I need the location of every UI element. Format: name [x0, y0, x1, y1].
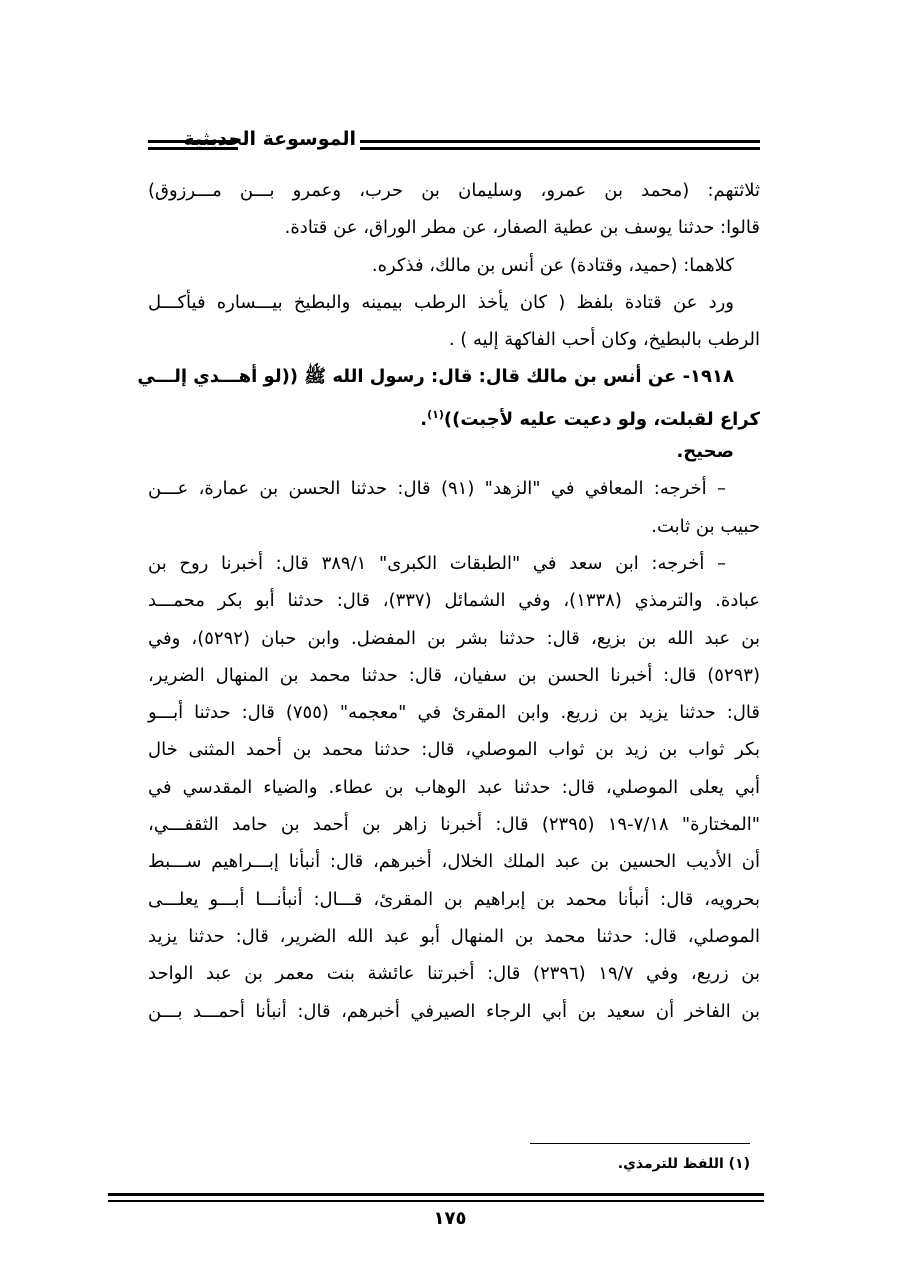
text-line: بحرويه، قال: أنبأنا محمد بن إبراهيم بن المقرئ، قـــال: أنبأنـــا أبـــو يعلـــى	[148, 888, 760, 910]
text-line: عبادة. والترمذي (١٣٣٨)، وفي الشمائل (٣٣٧)، قال: حدثنا أبو بكر محمـــد	[148, 590, 760, 612]
main-text	[137, 172, 761, 1030]
text-line: ورد عن قتادة بلفظ ( كان يأخذ الرطب بيمينه والبطيخ بيـــساره فيأكـــل	[148, 291, 734, 313]
text-line: أن الأديب الحسين بن عبد الملك الخلال، أخبرهم، قال: أنبأنا إبـــراهيم ســـبط	[148, 851, 760, 873]
text-line: أبي يعلى الموصلي، قال: حدثنا عبد الوهاب بن عطاء. والضياء المقدسي في	[148, 776, 760, 798]
text-line: قال: حدثنا يزيد بن زريع. وابن المقرئ في "معجمه" (٧٥٥) قال: حدثنا أبـــو	[148, 702, 760, 724]
footer-rule	[108, 1193, 764, 1202]
text-line: حبيب بن ثابت.	[651, 515, 760, 537]
header-title: الموسوعة الحديثية	[183, 128, 356, 150]
text-line: – أخرجه: ابن سعد في "الطبقات الكبرى" ٣٨٩/١ قال: أخبرنا روح بن	[148, 552, 726, 574]
running-header	[148, 128, 760, 158]
hadith-line: ١٩١٨- عن أنس بن مالك قال: قال: رسول الله ﷺ ((لو أهـــدي إلـــي	[137, 366, 734, 388]
text-line: بكر ثواب بن زيد بن ثواب الموصلي، قال: حدثنا محمد بن أحمد المثنى خال	[148, 739, 760, 761]
text-line: – أخرجه: المعافي في "الزهد" (٩١) قال: حدثنا الحسن بن عمارة، عـــن	[148, 478, 726, 500]
hadith-line: كراع لقبلت، ولو دعيت عليه لأجبت))$^{(١)}$.	[420, 407, 760, 430]
text-line: "المختارة" ٧/١٨-١٩ (٢٣٩٥) قال: أخبرنا زاهر بن أحمد بن حامد الثقفـــي،	[148, 814, 760, 836]
text-line: بن زريع، وفي ١٩/٧ (٢٣٩٦) قال: أخبرتنا عائشة بنت معمر بن عبد الواحد	[148, 963, 761, 985]
page-number: ١٧٥	[433, 1208, 467, 1229]
hadith-text: كراع لقبلت، ولو دعيت عليه لأجبت))	[443, 408, 760, 430]
text-line: بن الفاخر أن سعيد بن أبي الرجاء الصيرفي أخبرهم، قال: أنبأنا أحمـــد بـــن	[148, 1000, 760, 1022]
footnote-ref: (١)	[427, 407, 444, 421]
text-line: قالوا: حدثنا يوسف بن عطية الصفار، عن مطر الوراق، عن قتادة.	[284, 217, 760, 239]
grading-line: صحيح.	[676, 441, 734, 463]
header-rule-right	[360, 140, 760, 150]
text-line: ثلاثتهم: (محمد بن عمرو، وسليمان بن حرب، وعمرو بـــن مـــرزوق)	[148, 180, 760, 201]
footnote-separator	[530, 1143, 750, 1144]
text-line: الموصلي، قال: حدثنا محمد بن المنهال أبو عبد الله الضرير، قال: حدثنا يزيد	[148, 925, 760, 947]
text-line: (٥٢٩٣) قال: أخبرنا الحسن بن سفيان، قال: حدثنا محمد بن المنهال الضرير،	[148, 664, 760, 686]
text-line: كلاهما: (حميد، وقتادة) عن أنس بن مالك، فذكره.	[371, 254, 734, 276]
footnote: (١) اللفظ للترمذي.	[617, 1156, 750, 1172]
text-line: بن عبد الله بن بزيع، قال: حدثنا بشر بن المفضل. وابن حبان (٥٢٩٢)، وفي	[148, 627, 761, 649]
text-line: الرطب بالبطيخ، وكان أحب الفاكهة إليه ) .	[448, 329, 760, 351]
